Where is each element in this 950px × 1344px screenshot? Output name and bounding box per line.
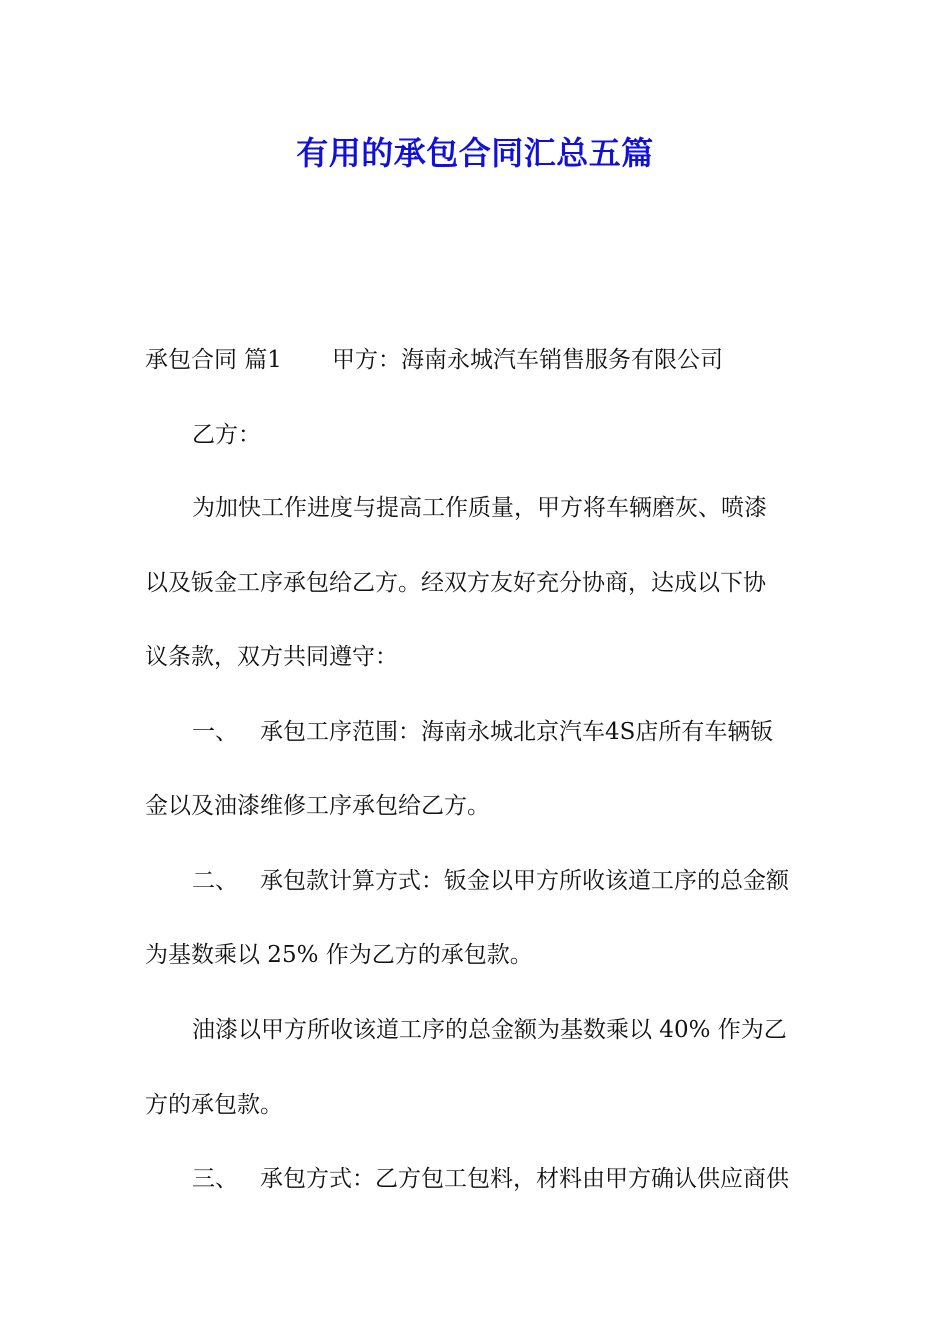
clause-3-text: 承包方式：乙方包工包料，材料由甲方确认供应商供 xyxy=(260,1166,789,1192)
party-a: 甲方：海南永城汽车销售服务有限公司 xyxy=(331,347,723,373)
clause-1-number: 一、 xyxy=(192,719,238,745)
clause-2-text: 承包款计算方式：钣金以甲方所收该道工序的总金额 xyxy=(260,868,789,894)
clause-3-number: 三、 xyxy=(192,1166,238,1192)
section-label: 承包合同 篇1 xyxy=(145,347,282,373)
clause-3-line xyxy=(192,1162,789,1196)
clause-1-text: 承包工序范围：海南永城北京汽车4S店所有车辆钣 xyxy=(260,719,774,745)
clause-2-continuation: 为基数乘以 25% 作为乙方的承包款。 xyxy=(145,942,533,968)
paragraph-line: 议条款，双方共同遵守： xyxy=(145,644,398,670)
clause-2-line xyxy=(192,864,789,898)
party-b: 乙方： xyxy=(192,422,261,448)
contract-heading-line xyxy=(145,343,723,377)
paragraph-line: 为加快工作进度与提高工作质量，甲方将车辆磨灰、喷漆 xyxy=(192,495,767,521)
clause-1-continuation: 金以及油漆维修工序承包给乙方。 xyxy=(145,793,490,819)
document-title: 有用的承包合同汇总五篇 xyxy=(296,134,654,172)
clause-2-number: 二、 xyxy=(192,868,238,894)
clause-2-paint-continuation: 方的承包款。 xyxy=(145,1092,283,1118)
clause-2-paint-line: 油漆以甲方所收该道工序的总金额为基数乘以 40% 作为乙 xyxy=(192,1017,787,1043)
clause-1-line xyxy=(192,715,773,749)
paragraph-line: 以及钣金工序承包给乙方。经双方友好充分协商，达成以下协 xyxy=(145,570,766,596)
